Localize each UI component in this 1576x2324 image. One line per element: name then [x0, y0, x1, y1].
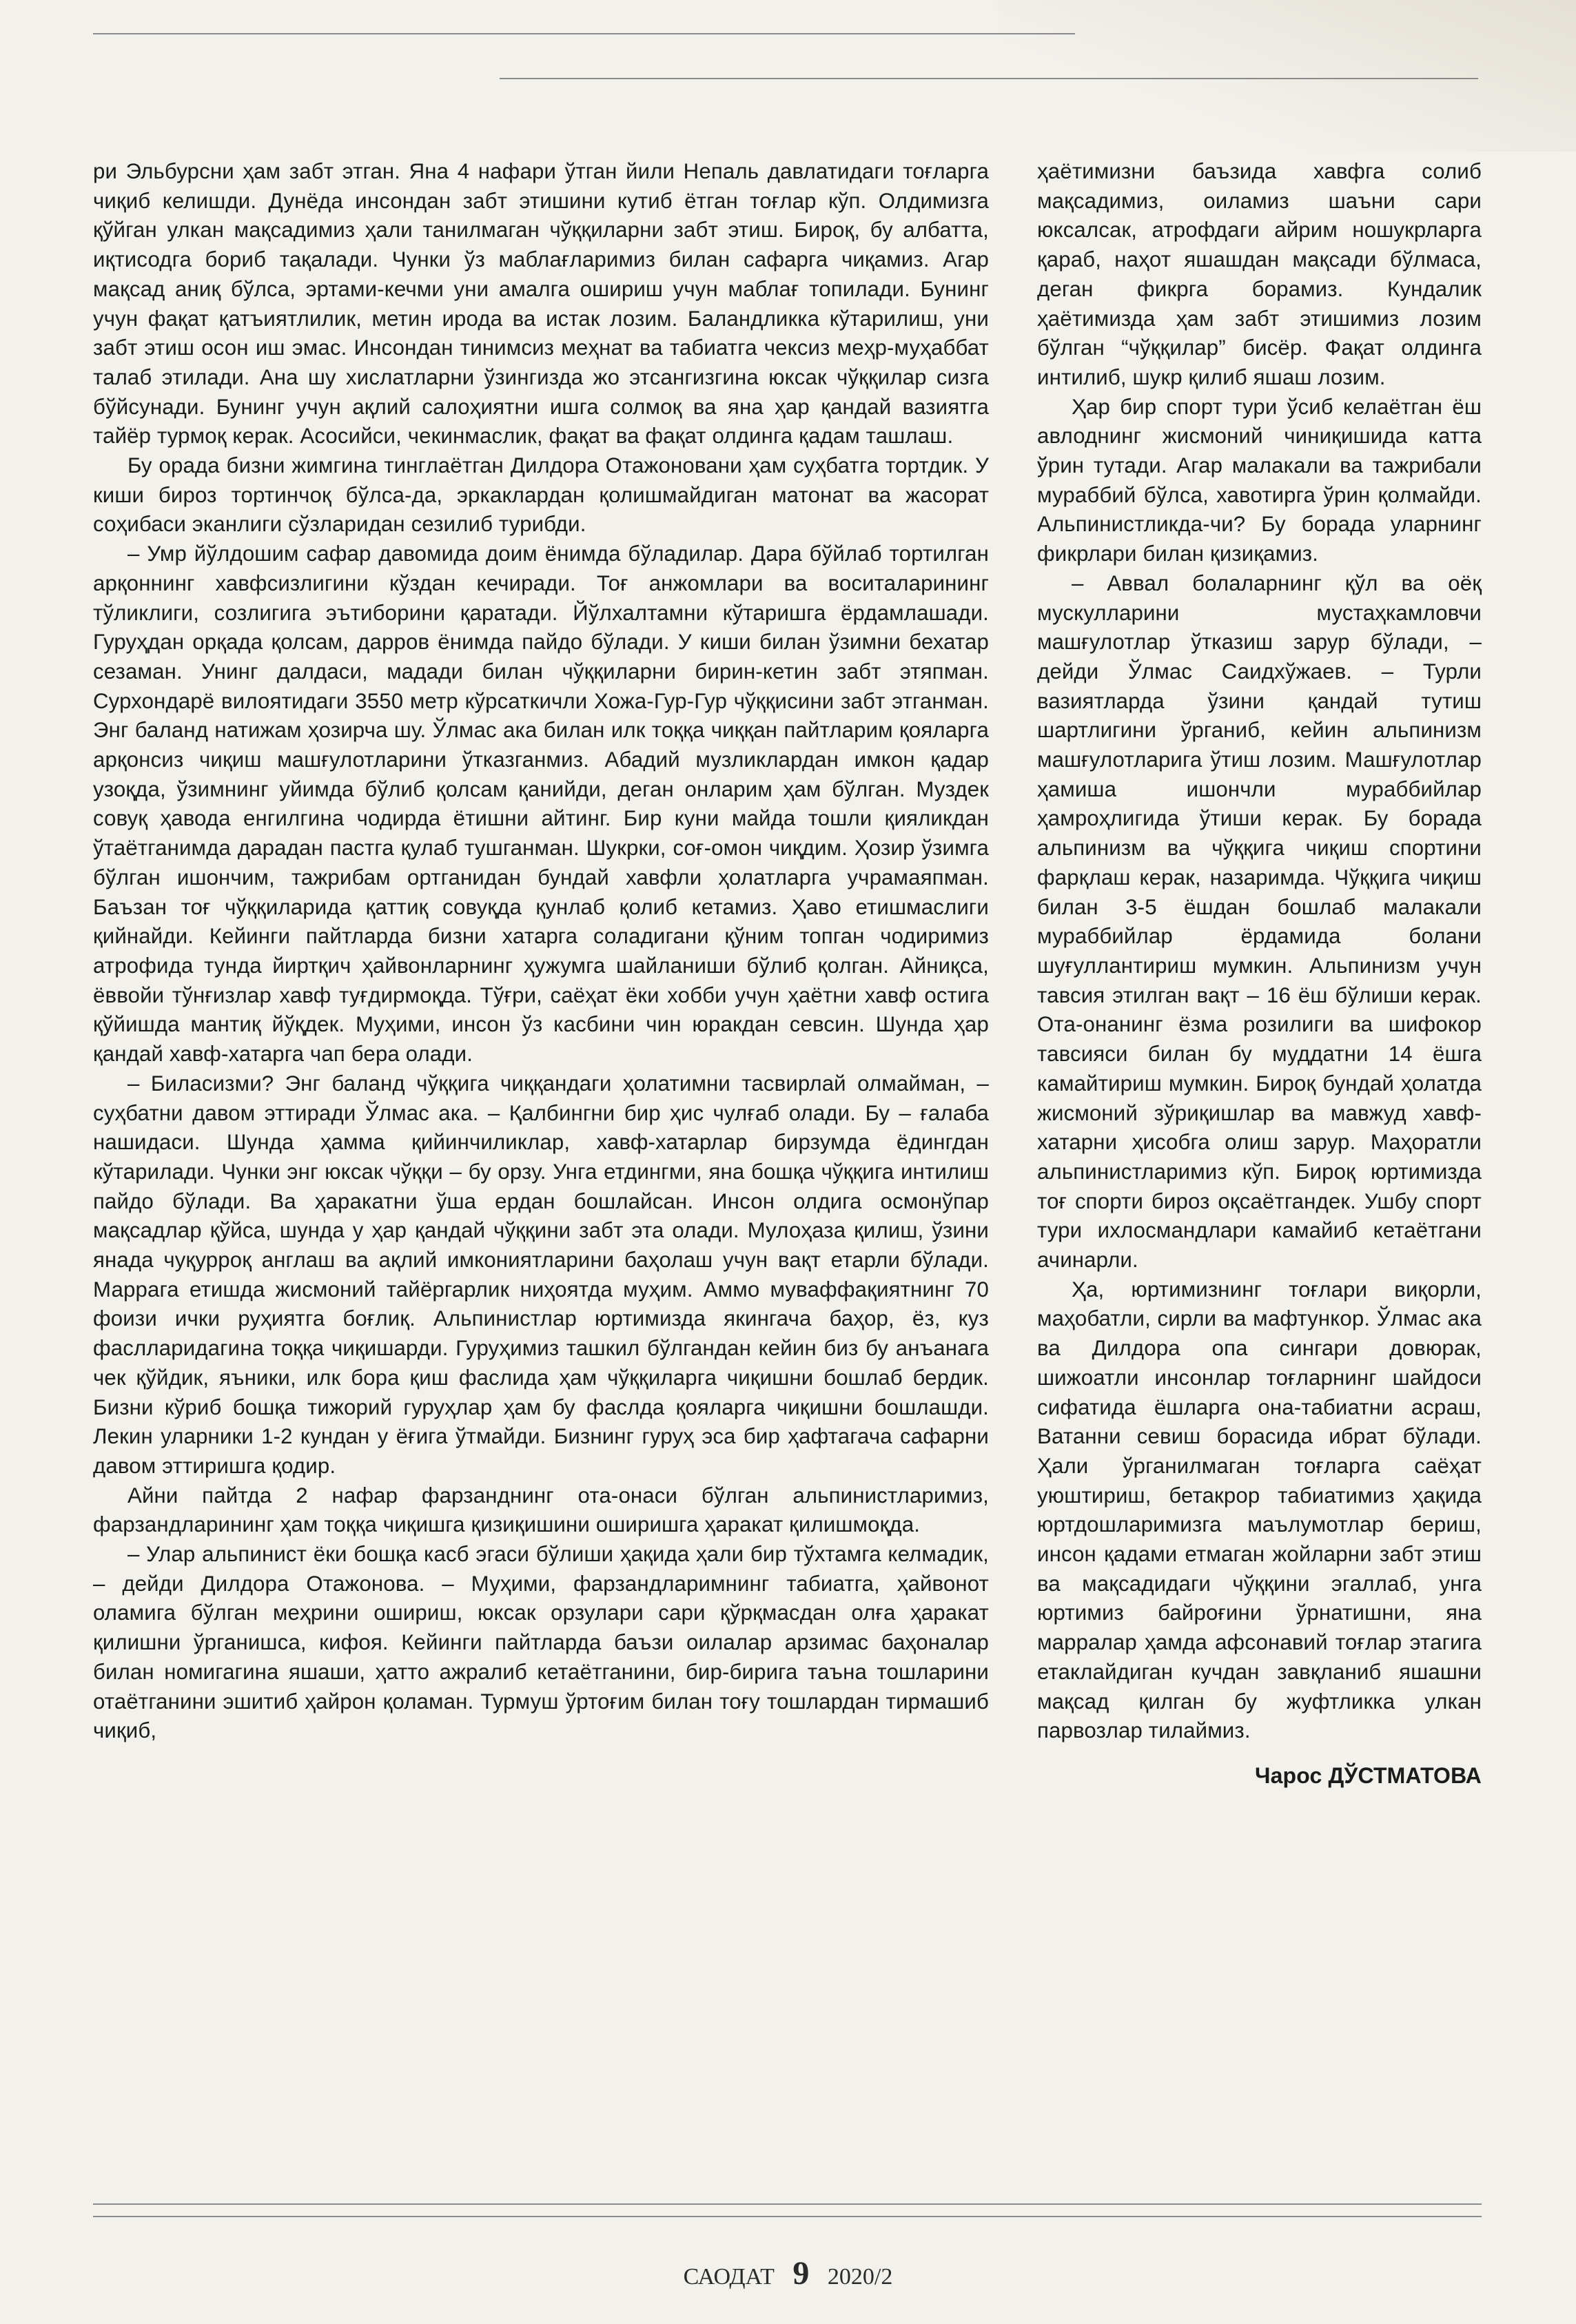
header-rule-top — [93, 33, 1075, 34]
corner-shade — [997, 0, 1576, 152]
paragraph: – Аввал болаларнинг қўл ва оёқ мускулларини мустаҳкамловчи машғулотлар ўтказиш зарур бўлади, – дейди Ўлмас Саидхўжаев. – Турли вазиятларда ўзини қандай тутиш шартлигини ўрганиб, кейин альпинизм машғулотларига ўтиш лозим. Машғулотлар ҳамиша ишончли мураббийлар ҳамроҳлигида ўтиши керак. Бу борада альпинизм ва чўққига чиқиш спортини фарқлаш керак, назаримда. Чўққига чиқиш билан 3-5 ёшдан бошлаб малакали мураббийлар ёрдамида болани шуғуллантириш мумкин. Альпинизм учун тавсия этилган вақт – 16 ёш бўлиши керак. Ота-онанинг ёзма розилиги ва шифокор тавсияси билан бу муддатни 14 ёшга камайтириш мумкин. Бироқ бундай ҳолатда жисмоний зўриқишлар ва мавжуд хавф-хатарни ҳисобга олиш зарур. Маҳоратли альпинистларимиз кўп. Бироқ юртимизда тоғ спорти бироз оқсаётгандек. Ушбу спорт тури ихлосмандлари камайиб кетаётгани ачинарли. — [1037, 570, 1482, 1273]
paragraph: Ҳа, юртимизнинг тоғлари виқорли, маҳобатли, сирли ва мафтункор. Ўлмас ака ва Дилдора опа сингари довюрак, шижоатли инсонлар тоғларнинг шайдоси сифатида ёшларга она-табиатни асраш, Ватанни севиш борасида ибрат бўлади. Ҳали ўрганилмаган тоғларга саёҳат уюштириш, бетакрор табиатимиз ҳақида юртдошларимизга маълумотлар бериш, инсон қадами етмаган жойларни забт этиш ва мақсадидаги чўққини эгаллаб, унга юртимиз байроғини ўрнатишни, яна марралар ҳамда афсонавий тоғлар этагига етаклайдиган кучдан завқланиб яшашни мақсад қилган бу жуфтликка улкан парвозлар тилаймиз. — [1037, 1277, 1482, 1743]
page-footer — [0, 2254, 1576, 2292]
paragraph: – Улар альпинист ёки бошқа касб эгаси бўлиши ҳақида ҳали бир тўхтамга келмадик, – дейди Дилдора Отажонова. – Муҳими, фарзандларимнинг табиатга, ҳайвонот оламига бўлган меҳрини ошириш, юксак орзулари сари қўрқмасдан олға ҳаракат қилишни ўрганишса, кифоя. Кейинги пайтларда баъзи оилалар арзимас баҳоналар билан номигагина яшаши, ҳатто ажралиб кетаётганини, бир-бирига таъна тошларини отаётганини эшитиб ҳайрон қоламан. Турмуш ўртоғим билан тоғу тошлардан тирмашиб чиқиб, — [93, 1542, 989, 1743]
paragraph: Айни пайтда 2 нафар фарзанднинг ота-онаси бўлган альпинистларимиз, фарзандларининг ҳам тоққа чиқишга қизиқишини оширишга ҳаракат қилишмоқда. — [93, 1483, 989, 1537]
paragraph: ҳаётимизни баъзида хавфга солиб мақсадимиз, оиламиз шаъни сари юксалсак, атрофдаги айрим ношукрларга қараб, наҳот яшашдан мақсади бўлмаса, деган фикрга борамиз. Кундалик ҳаётимизда ҳам забт этишимиз лозим бўлган “чўққилар” бисёр. Фақат олдинга интилиб, шукр қилиб яшаш лозим. — [1037, 159, 1482, 389]
header-rule-bottom — [500, 78, 1478, 79]
paragraph: Бу орада бизни жимгина тинглаётган Дилдора Отажоновани ҳам суҳбатга тортдик. У киши бироз тортинчоқ бўлса-да, эркаклардан қолишмайдиган матонат ва жасорат соҳибаси эканлиги сўзларидан сезилиб турибди. — [93, 453, 989, 537]
paragraph: – Умр йўлдошим сафар давомида доим ёнимда бўладилар. Дара бўйлаб тортилган арқоннинг хавфсизлигини кўздан кечиради. Тоғ анжомлари ва воситаларининг тўликлиги, созлигига эътиборини қаратади. Йўлхалтамни кўтаришга ёрдамлашади. Гуруҳдан орқада қолсам, дарров ёнимда пайдо бўлади. У киши билан ўзимни бехатар сезаман. Унинг далдаси, мадади билан чўққиларни бирин-кетин забт этяпман. Сурхондарё вилоятидаги 3550 метр кўрсаткичли Хожа-Гур-Гур чўққисини забт этганман. Энг баланд натижам ҳозирча шу. Ўлмас ака билан илк тоққа чиққан пайтларим қояларга арқонсиз чиқиш машғулотларини ўтказганмиз. Абадий музликлардан имкон қадар узоқда, ўзимнинг уйимда бўлиб қолсам қанийди, деган онларим ҳам бўлган. Муздек совуқ ҳавода енгилгина чодирда ётишни айтинг. Бир куни майда тошли қияликдан ўтаётганимда дарадан пастга қулаб тушганман. Шукрки, соғ-омон чиқдим. Ҳозир ўзимга бўлган ишончим, тажрибам ортганидан бундай хавфли ҳолатларга учрамаяпман. Баъзан тоғ чўққиларида қаттиқ совуқда қунлаб қолиб кетамиз. Ҳаво етишмаслиги қийнайди. Кейинги пайтларда бизни хатарга соладигани қўним топган чодиримиз атрофида тунда йиртқич ҳайвонларнинг ҳужумга шайланиши бўлиб қолган. Айниқса, ёввойи тўнғизлар хавф туғдирмоқда. Тўғри, саёҳат ёки хобби учун ҳаётни хавф остига қўйишда мантиқ йўқдек. Муҳими, инсон ўз касбини чин юракдан севсин. Шунда ҳар қандай хавф-хатарга чап бера олади. — [93, 542, 989, 1067]
paragraph: – Биласизми? Энг баланд чўққига чиққандаги ҳолатимни тасвирлай олмайман, – суҳбатни давом эттиради Ўлмас ака. – Қалбингни бир ҳис чулғаб олади. Бу – ғалаба нашидаси. Шунда ҳамма қийинчиликлар, хавф-хатарлар бирзумда ёдингдан кўтарилади. Чунки энг юксак чўққи – бу орзу. Унга етдингми, яна бошқа чўққига интилиш пайдо бўлади. Ва ҳаракатни ўша ердан бошлайсан. Инсон олдига осмонўпар мақсадлар қўйса, шунда у ҳар қандай чўққини забт эта олади. Мулоҳаза қилиш, ўзини янада чуқурроқ англаш ва ақлий имкониятларини баҳолаш учун вақт етарли бўлади. Маррага етишда жисмоний тайёргарлик ниҳоятда муҳим. Аммо муваффақиятнинг 70 фоизи ички руҳиятга боғлиқ. Альпинистлар юртимизда якингача баҳор, ёз, куз фаслларидагина тоққа чиқишарди. Гуруҳимиз ташкил бўлгандан кейин биз бу анъанага чек қўйдик, яъники, илк бора қиш фаслида ҳам чўққиларга чиқишни бошлаб бердик. Бизни кўриб бошқа тижорий гуруҳлар ҳам бу фаслда қояларга чиқишни бошлашди. Лекин уларники 1-2 кундан у ёғига ўтмайди. Бизнинг гуруҳ эса бир ҳафтагача сафарни давом эттиришга қодир. — [93, 1071, 989, 1478]
footer-rule-bottom — [93, 2216, 1482, 2217]
paragraph: Ҳар бир спорт тури ўсиб келаётган ёш авлоднинг жисмоний чиниқишида катта ўрин тутади. Агар малакали ва тажрибали мураббий бўлса, хавотирга ўрин қолмайди. Альпинистликда-чи? Бу борада уларнинг фикрлари билан қизиқамиз. — [1037, 394, 1482, 566]
magazine-name: САОДАТ — [683, 2264, 775, 2290]
paragraph: ри Эльбурсни ҳам забт этган. Яна 4 нафари ўтган йили Непаль давлатидаги тоғларга чиқиб келишди. Дунёда инсондан забт этишини кутиб ётган тоғлар кўп. Олдимизга қўйган улкан мақсадимиз ҳали танилмаган чўққиларни забт этиш. Бироқ, бу албатта, иқтисодга бориб тақалади. Чунки ўз маблағларимиз билан сафарга чиқамиз. Агар мақсад аниқ бўлса, эртами-кечми уни амалга ошириш учун маблағ топилади. Бунинг учун фақат қатъиятлилик, метин ирода ва истак лозим. Баландликка кўтарилиш, уни забт этиш осон иш эмас. Инсондан тинимсиз меҳнат ва табиатга чексиз меҳр-муҳаббат талаб этилади. Ана шу хислатларни ўзингизда жо этсангизгина юксак чўққилар сизга бўйсунади. Бунинг учун ақлий салоҳиятни ишга солмоқ ва яна ҳар қандай вазиятга тайёр турмоқ керак. Асосийси, чекинмаслик, фақат ва фақат олдинга қадам ташлаш. — [93, 159, 989, 449]
page-number: 9 — [792, 2255, 810, 2292]
article-right-column — [1037, 157, 1482, 1791]
article-author: Чарос ДЎСТМАТОВА — [1254, 1762, 1482, 1788]
issue-number: 2020/2 — [827, 2264, 893, 2290]
article-left-column — [93, 157, 989, 1746]
footer-rule-top — [93, 2203, 1482, 2205]
